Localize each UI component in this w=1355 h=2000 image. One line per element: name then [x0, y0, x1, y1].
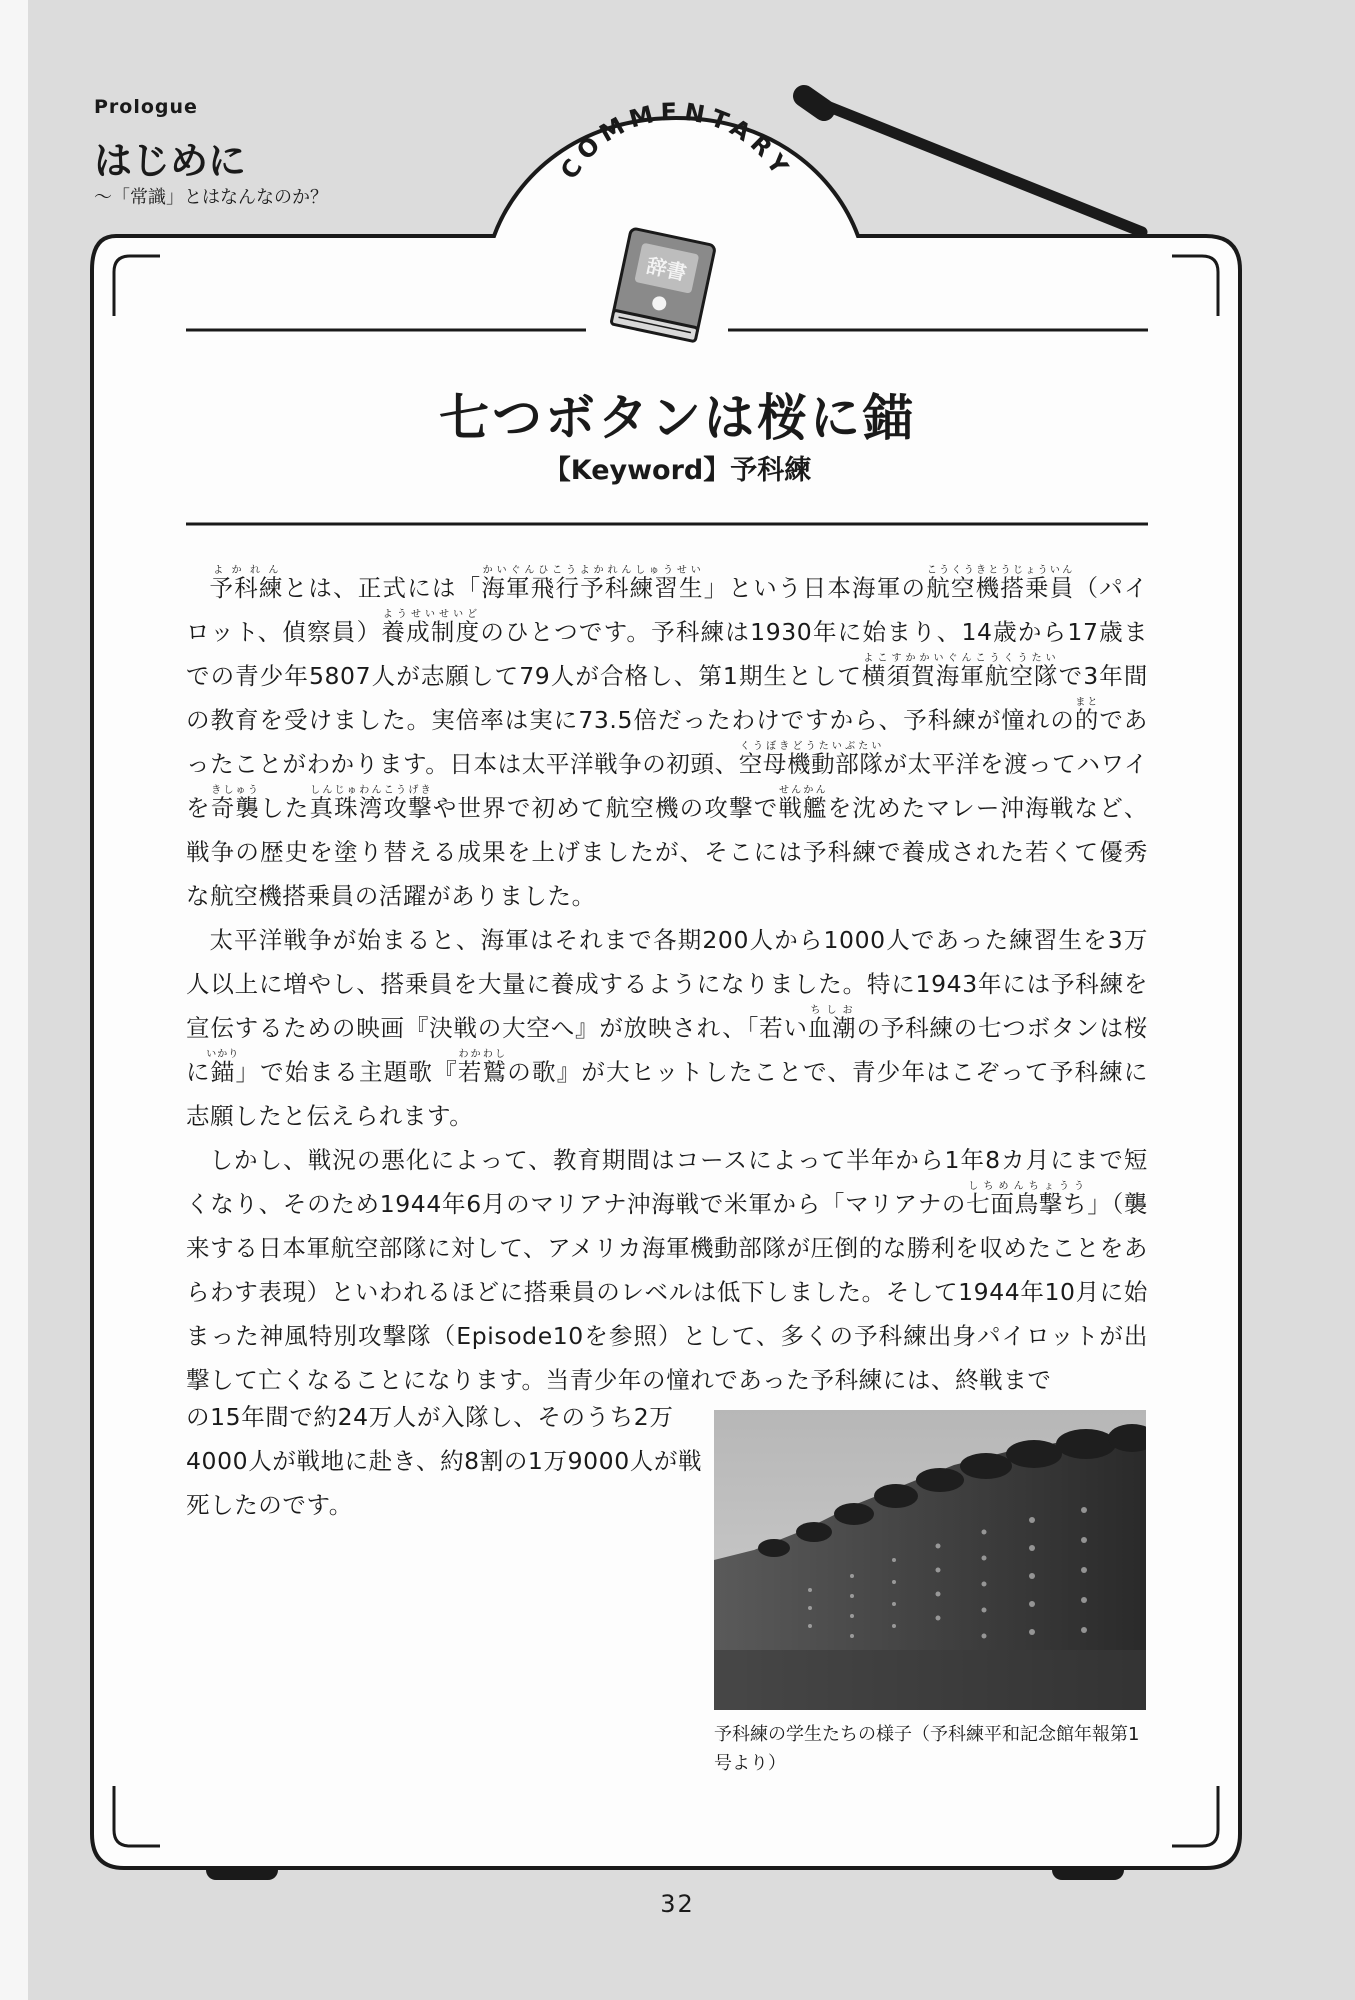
keyword-line — [0, 448, 1355, 487]
keyword-value: 予科練 — [730, 455, 812, 486]
ruby-word: 戦艦せんかん — [778, 785, 828, 822]
ruby-word: 養成制度ようせいせいど — [381, 609, 481, 646]
cadets-photo — [714, 1410, 1146, 1710]
commentary-label: COMMENTARY — [555, 97, 797, 185]
photo-caption: 予科練の学生たちの様子（予科練平和記念館年報第1号より） — [714, 1724, 1140, 1774]
ruby-word: 七面鳥撃ちしちめんちょうう — [966, 1181, 1088, 1218]
chapter-subtitle: ～「常識」とはなんなのか？ — [94, 187, 328, 208]
page-number: 32 — [660, 1890, 695, 1918]
body-text — [186, 565, 1148, 1402]
svg-text:COMMENTARY — [555, 98, 797, 185]
ruby-word: 若鷲わかわし — [457, 1049, 508, 1086]
dictionary-book-icon — [590, 222, 738, 350]
chapter-title: はじめに — [94, 139, 247, 183]
paragraph-3: しかし、戦況の悪化によって、教育期間はコースによって半年から1年8カ月にまで短くなり、そのため1944年6月のマリアナ沖海戦で米軍から「マリアナの七面鳥撃ちしちめんちょうう」（襲来する日本軍航空部隊に対して、アメリカ海軍機動部隊が圧倒的な勝利を収めたことをあらわす表現）といわれるほどに搭乗員のレベルは低下しました。そして1944年10月に始まった神風特別攻撃隊（Episode10を参照）として、多くの予科練出身パイロットが出撃して亡くなることになります。当青少年の憧れであった予科練には、終戦まで — [186, 1146, 1149, 1394]
ruby-word: 予科練よかれん — [209, 565, 284, 602]
paragraph-3-continued: の15年間で約24万人が入隊し、そのうち2万4000人が戦地に赴き、約8割の1万9000人が戦死したのです。 — [186, 1403, 703, 1519]
paragraph-1: 予科練よかれんとは、正式には「海軍飛行予科練習生かいぐんひこうよかれんしゅうせい」という日本海軍の航空機搭乗員こうくうきとうじょういん（パイロット、偵察員）養成制度ようせいせいどのひとつです。予科練は1930年に始まり、14歳から17歳までの青少年5807人が志願して79人が合格し、第1期生として横須賀海軍航空隊よこすかかいぐんこうくうたいで3年間の教育を受けました。実倍率は実に73.5倍だったわけですから、予科練が憧れの的まとであったことがわかります。日本は太平洋戦争の初頭、空母機動部隊くうぼきどうたいぶたいが太平洋を渡ってハワイを奇襲きしゅうした真珠湾攻撃しんじゅわんこうげきや世界で初めて航空機の攻撃で戦艦せんかんを沈めたマレー沖海戦など、戦争の歴史を塗り替える成果を上げましたが、そこには予科練で養成された若くて優秀な航空機搭乗員の活躍がありました。 — [186, 565, 1149, 910]
ruby-word: 航空機搭乗員こうくうきとうじょういん — [926, 565, 1075, 602]
ruby-word: 錨いかり — [206, 1049, 240, 1086]
prologue-label: Prologue — [94, 96, 198, 118]
ruby-word: 横須賀海軍航空隊よこすかかいぐんこうくうたい — [861, 653, 1059, 690]
ruby-word: 的まと — [1074, 697, 1100, 734]
keyword-prefix: 【Keyword】 — [543, 455, 731, 486]
ruby-word: 真珠湾攻撃しんじゅわんこうげき — [309, 785, 433, 822]
paragraph-2: 太平洋戦争が始まると、海軍はそれまで各期200人から1000人であった練習生を3万人以上に増やし、搭乗員を大量に養成するようになりました。特に1943年には予科練を宣伝するための映画『決戦の大空へ』が放映され、「若い血潮ちしおの予科練の七つボタンは桜に錨いかり」で始まる主題歌『若鷲わかわしの歌』が大ヒットしたことで、青少年はこぞって予科練に志願したと伝えられます。 — [186, 926, 1149, 1130]
ruby-word: 海軍飛行予科練習生かいぐんひこうよかれんしゅうせい — [481, 565, 704, 602]
book-label: 辞書 — [644, 253, 689, 286]
ruby-word: 奇襲きしゅう — [210, 785, 261, 822]
ruby-word: 空母機動部隊くうぼきどうたいぶたい — [738, 741, 884, 778]
ruby-word: 血潮ちしお — [807, 1005, 857, 1042]
article-title: 七つボタンは桜に錨 — [439, 389, 916, 447]
